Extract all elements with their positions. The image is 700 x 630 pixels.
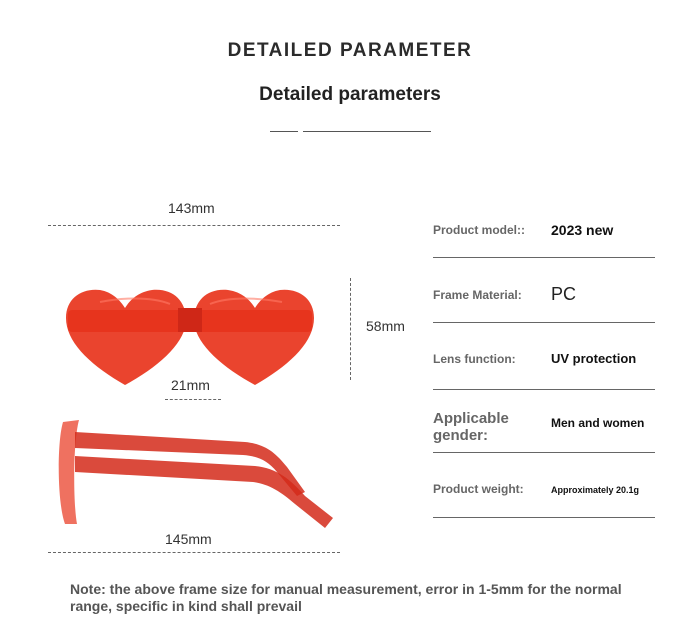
spec-label-model: Product model:: <box>433 223 525 237</box>
title-divider-long <box>303 131 431 132</box>
bridge-width-dash-line <box>165 399 221 400</box>
spec-divider <box>433 517 655 518</box>
total-width-dash-line <box>48 225 340 226</box>
bridge-width-label: 21mm <box>171 377 210 393</box>
total-width-label: 143mm <box>168 200 215 216</box>
page-title: DETAILED PARAMETER <box>227 40 473 61</box>
spec-divider <box>433 322 655 323</box>
spec-value-model: 2023 new <box>551 222 614 238</box>
temple-length-label: 145mm <box>165 531 212 547</box>
spec-label-weight: Product weight: <box>433 482 524 496</box>
spec-label-gender: Applicable gender: <box>433 410 509 444</box>
spec-value-material: PC <box>551 284 577 304</box>
spec-divider <box>433 452 655 453</box>
spec-value-gender: Men and women <box>551 416 645 430</box>
spec-value-lens-function: UV protection <box>551 351 637 366</box>
spec-divider <box>433 257 655 258</box>
lens-height-dash-line <box>350 278 351 380</box>
title-divider-short <box>270 131 298 132</box>
page-subtitle: Detailed parameters <box>259 84 441 105</box>
temple-length-dash-line <box>48 552 340 553</box>
spec-value-weight: Approximately 20.1g <box>551 485 640 495</box>
measurement-note: Note: the above frame size for manual measurement, error in 1-5mm for the normal range, specific in kind shall prevail <box>70 581 622 614</box>
spec-label-material: Frame Material: <box>433 288 522 302</box>
sunglasses-side-image <box>55 412 340 532</box>
spec-divider <box>433 389 655 390</box>
lens-height-label: 58mm <box>366 318 405 334</box>
spec-label-lens-function: Lens function: <box>433 352 516 366</box>
